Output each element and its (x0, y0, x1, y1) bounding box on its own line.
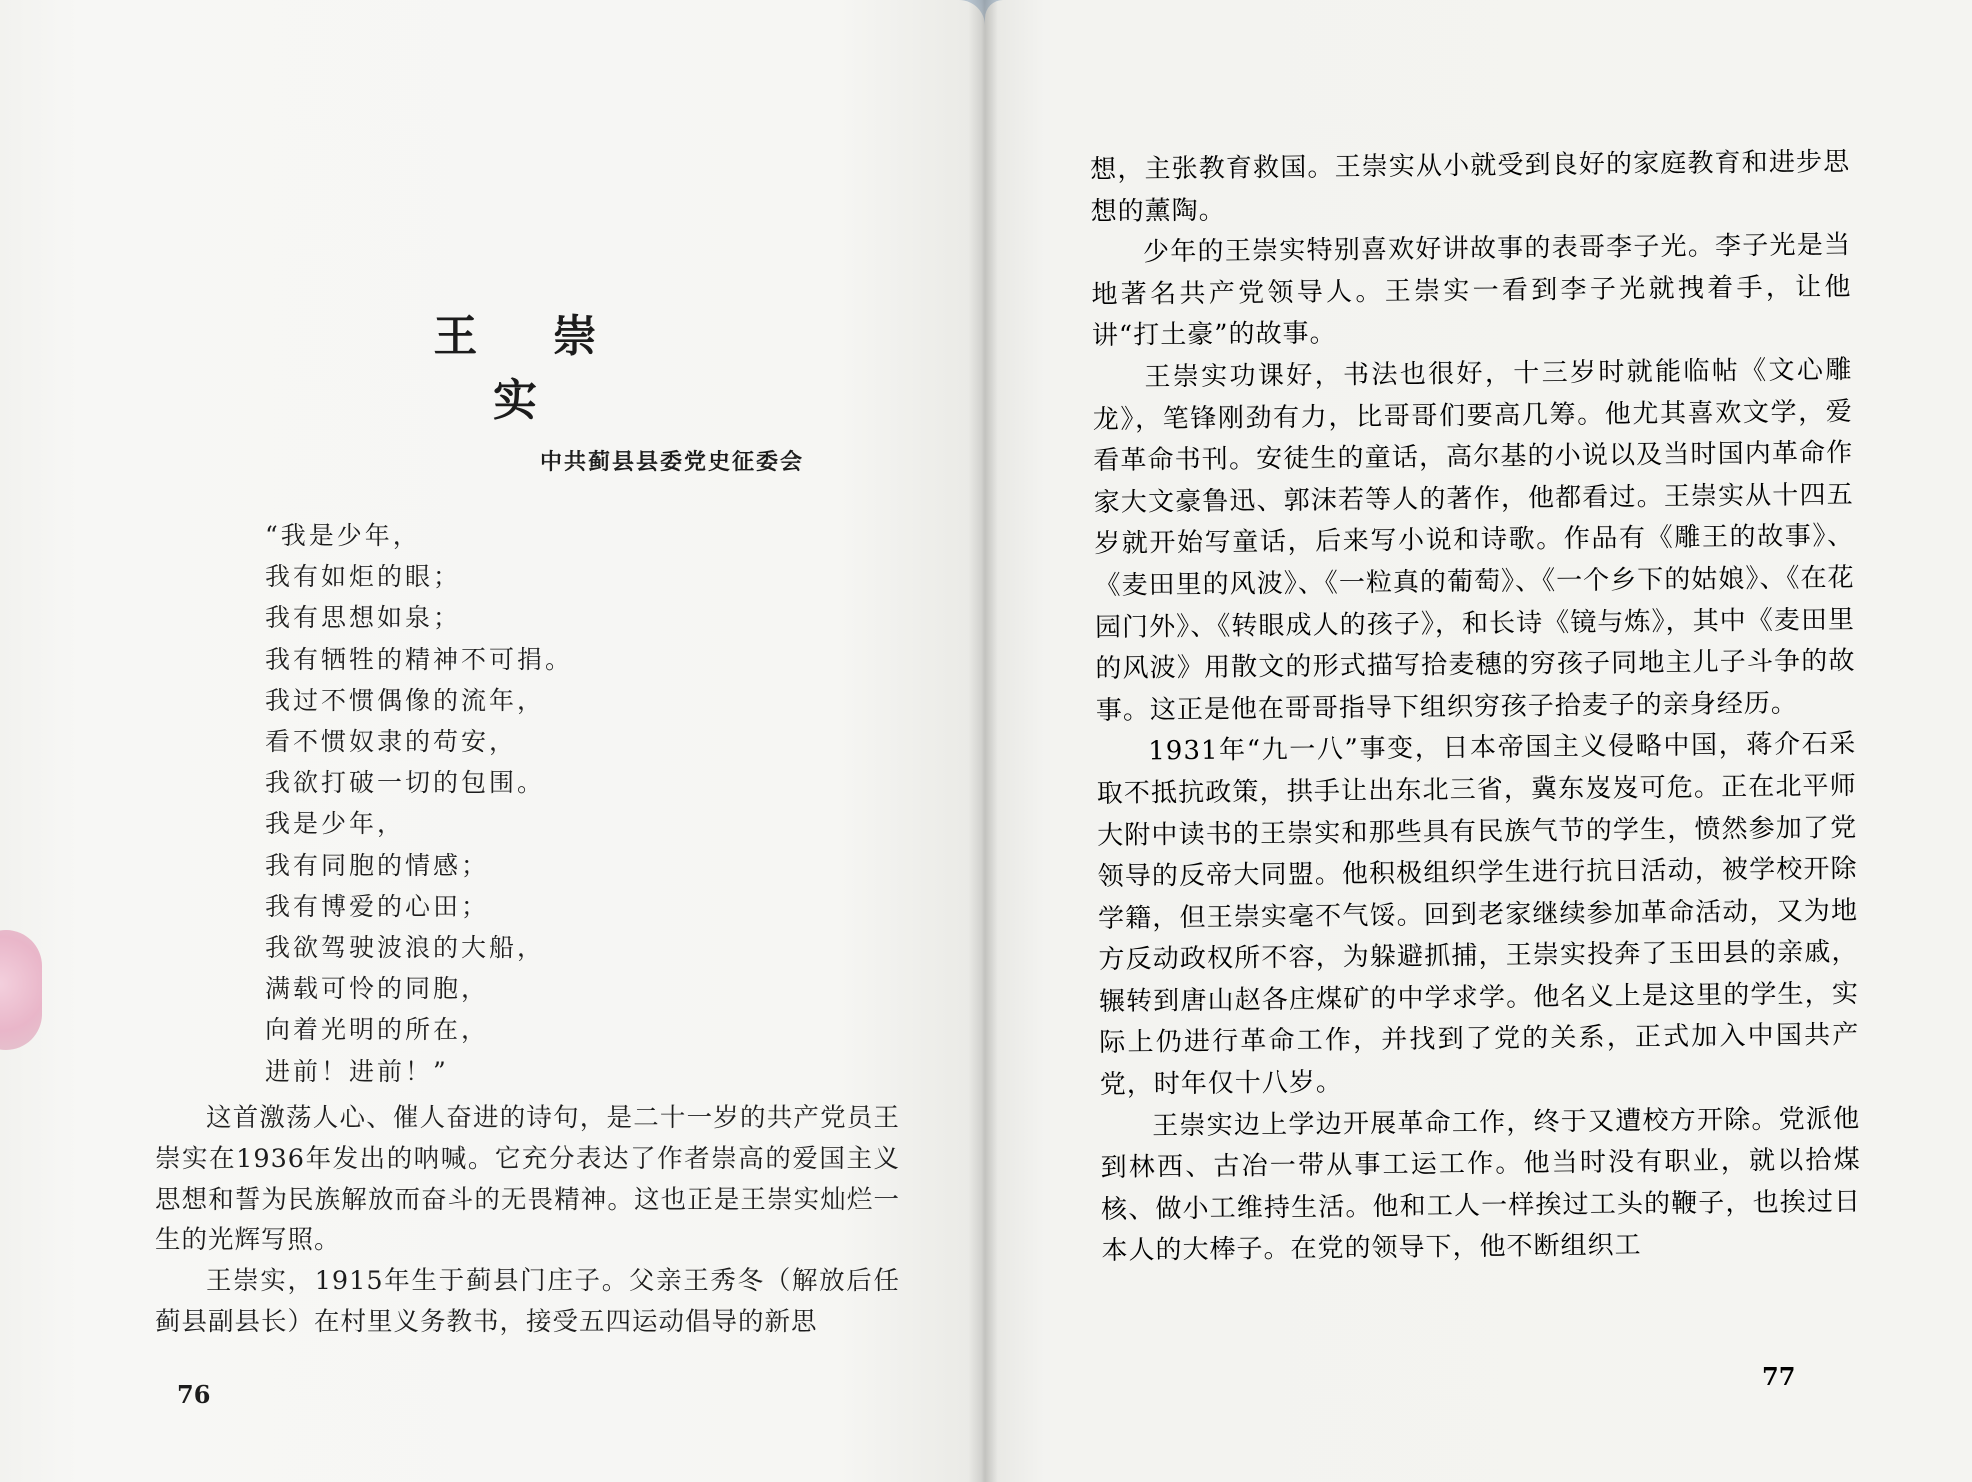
poem (265, 515, 573, 1092)
paragraph: 王崇实边上学边开展革命工作，终于又遭校方开除。党派他到林西、古冶一带从事工运工作。他当时没有职业，就以拾煤核、做小工维持生活。他和工人一样挨过工头的鞭子，也挨过日本人的大棒子。在党的领导下，他不断组织工 (1100, 1103, 1862, 1267)
poem-line: 我有如炬的眼； (265, 562, 462, 592)
poem-line: 我欲驾驶波浪的大船， (265, 933, 546, 963)
poem-line: 我有牺牲的精神不可捐。 (265, 644, 574, 674)
poem-line: 满载可怜的同胞， (265, 974, 490, 1004)
poem-line: 我有博爱的心田； (265, 891, 490, 921)
paragraph: 想，主张教育救国。王崇实从小就受到良好的家庭教育和进步思想的薰陶。 (1090, 147, 1851, 227)
poem-line: “我是少年， (265, 521, 421, 550)
poem-line: 我是少年， (265, 809, 406, 839)
paragraph: 王崇实功课好，书法也很好，十三岁时就能临帖《文心雕龙》，笔锋刚劲有力，比哥哥们要高几筹。他尤其喜欢文学，爱看革命书刊。安徒生的童话，高尔基的小说以及当时国内革命作家大文豪鲁迅、郭沫若等人的著作，他都看过。王崇实从十四五岁就开始写童话，后来写小说和诗歌。作品有《雕王的故事》、《麦田里的风波》、《一粒真的葡萄》、《一个乡下的姑娘》、《在花园门外》、《转眼成人的孩子》，和长诗《镜与炼》，其中《麦田里的风波》用散文的形式描写拾麦穗的穷孩子同地主儿子斗争的故事。这正是他在哥哥指导下组织穷孩子拾麦子的亲身经历。 (1092, 354, 1856, 726)
paragraph: 少年的王崇实特别喜欢好讲故事的表哥李子光。李子光是当地著名共产党领导人。王崇实一看到李子光就拽着手，让他讲“打土豪”的故事。 (1091, 230, 1852, 352)
poem-line: 看不惯奴隶的苟安， (265, 727, 518, 757)
poem-line: 进前！进前！” (265, 1056, 449, 1086)
poem-line: 我有思想如泉； (265, 603, 462, 633)
paragraph: 1931年“九一八”事变，日本帝国主义侵略中国，蒋介石采取不抵抗政策，拱手让出东北三省，冀东岌岌可危。正在北平师大附中读书的王崇实和那些具有民族气节的学生，愤然参加了党领导的反帝大同盟。他积极组织学生进行抗日活动，被学校开除学籍，但王崇实毫不气馁。回到老家继续参加革命活动，又为地方反动政权所不容，为躲避抓捕，王崇实投奔了玉田县的亲戚，辗转到唐山赵各庄煤矿的中学求学。他名义上是这里的学生，实际上仍进行革命工作，并找到了党的关系，正式加入中国共产党，时年仅十八岁。 (1096, 729, 1860, 1101)
page-number-right: 77 (1762, 1362, 1796, 1391)
poem-line: 我有同胞的情感； (265, 850, 490, 880)
page-number-left: 76 (177, 1380, 211, 1409)
poem-line: 向着光明的所在， (265, 1015, 490, 1045)
poem-line: 我欲打破一切的包围。 (265, 768, 546, 798)
left-body-text (155, 1098, 900, 1343)
right-body-text (1090, 142, 1862, 1273)
article-author: 中共蓟县县委党史征委会 (540, 449, 805, 475)
paragraph: 王崇实，1915年生于蓟县门庄子。父亲王秀冬（解放后任蓟县副县长）在村里义务教书，接受五四运动倡导的新思 (155, 1266, 900, 1337)
left-page (0, 0, 985, 1482)
article-title: 王 崇 实 (433, 311, 627, 426)
book-gutter (968, 0, 998, 1482)
poem-line: 我过不惯偶像的流年， (265, 685, 546, 715)
paragraph: 这首激荡人心、催人奋进的诗句，是二十一岁的共产党员王崇实在1936年发出的呐喊。它充分表达了作者崇高的爱国主义思想和誓为民族解放而奋斗的无畏精神。这也正是王崇实灿烂一生的光辉写照。 (155, 1103, 900, 1256)
thumb (0, 930, 42, 1050)
